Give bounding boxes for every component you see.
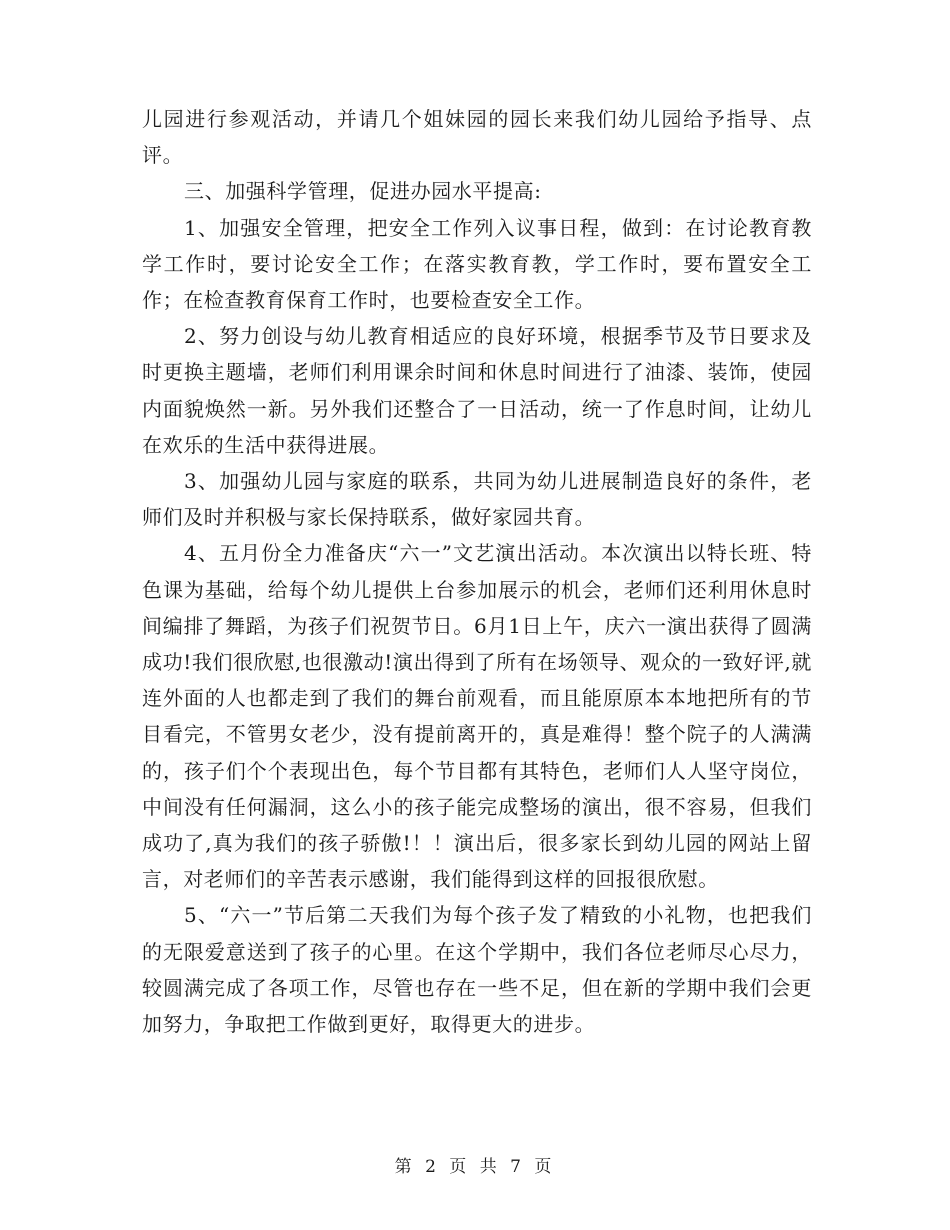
page-number-footer: 第 2 页 共 7 页 — [394, 1157, 556, 1177]
paragraph-item-3: 3、加强幼儿园与家庭的联系，共同为幼儿进展制造良好的条件，老师们及时并积极与家长保持联系，做好家园共育。 — [142, 469, 812, 530]
document-body — [142, 101, 812, 1042]
paragraph-item-1: 1、加强安全管理，把安全工作列入议事日程，做到：在讨论教育教学工作时，要讨论安全工作；在落实教育教，学工作时，要布置安全工作；在检查教育保育工作时，也要检查安全工作。 — [142, 215, 812, 313]
paragraph-item-2: 2、努力创设与幼儿教育相适应的良好环境，根据季节及节日要求及时更换主题墙，老师们利用课余时间和休息时间进行了油漆、装饰，使园内面貌焕然一新。另外我们还整合了一日活动，统一了作息时间，让幼儿在欢乐的生活中获得进展。 — [142, 324, 812, 457]
section-heading-3: 三、加强科学管理，促进办园水平提高: — [184, 179, 542, 204]
paragraph-item-5: 5、“六一”节后第二天我们为每个孩子发了精致的小礼物，也把我们的无限爱意送到了孩子的心里。在这个学期中，我们各位老师尽心尽力，较圆满完成了各项工作，尽管也存在一些不足，但在新的学期中我们会更加努力，争取把工作做到更好，取得更大的进步。 — [142, 903, 812, 1037]
paragraph-continuation: 儿园进行参观活动，并请几个姐妹园的园长来我们幼儿园给予指导、点评。 — [142, 107, 812, 168]
paragraph-item-4: 4、五月份全力准备庆“六一”文艺演出活动。本次演出以特长班、特色课为基础，给每个幼儿提供上台参加展示的机会，老师们还利用休息时间编排了舞蹈，为孩子们祝贺节日。6月1日上午，庆六一演出获得了圆满成功!我们很欣慰,也很激动!演出得到了所有在场领导、观众的一致好评,就连外面的人也都走到了我们的舞台前观看，而且能原原本本地把所有的节目看完，不管男女老少，没有提前离开的，真是难得！整个院子的人满满的，孩子们个个表现出色，每个节目都有其特色，老师们人人坚守岗位，中间没有任何漏洞，这么小的孩子能完成整场的演出，很不容易，但我们成功了,真为我们的孩子骄傲!！！演出后，很多家长到幼儿园的网站上留言，对老师们的辛苦表示感谢，我们能得到这样的回报很欣慰。 — [142, 541, 812, 892]
